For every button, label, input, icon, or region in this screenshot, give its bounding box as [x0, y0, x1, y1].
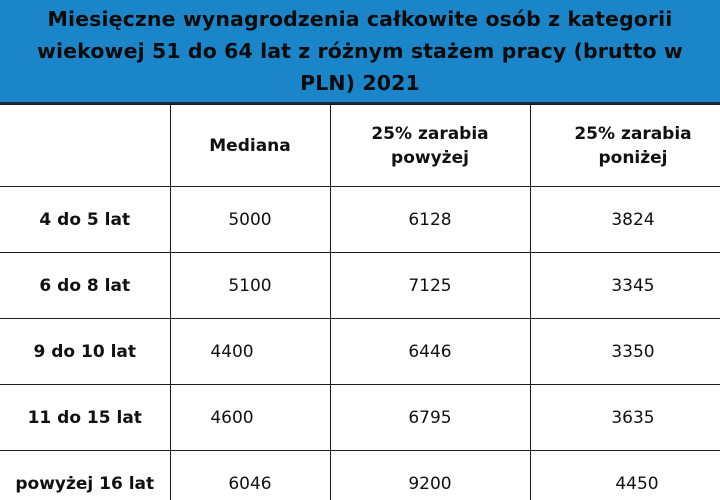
- median-value: 5100: [228, 275, 272, 296]
- header-cell-median: [170, 105, 330, 187]
- header-bottom-quartile-line-2: poniżej: [598, 147, 668, 168]
- bottom-quartile-value: 4450: [615, 473, 659, 494]
- median-value: 5000: [228, 209, 272, 230]
- header-cell-empty: [0, 105, 170, 187]
- bottom-quartile-value: 3635: [611, 407, 655, 428]
- bottom-quartile-value: 3345: [611, 275, 655, 296]
- title-banner: [0, 0, 720, 104]
- bottom-quartile-value-cell: [530, 187, 720, 253]
- median-value: 4400: [210, 341, 254, 362]
- header-median-label: Mediana: [209, 135, 291, 156]
- header-cell-top-quartile: [330, 105, 530, 187]
- header-top-quartile-line-1: 25% zarabia: [371, 123, 489, 144]
- top-quartile-value: 6446: [408, 341, 452, 362]
- bottom-quartile-value-cell: [530, 451, 720, 500]
- median-value-cell: [170, 319, 330, 385]
- bottom-quartile-value-cell: [530, 319, 720, 385]
- median-value-cell: [170, 187, 330, 253]
- table-row: [0, 451, 720, 500]
- bottom-quartile-value: 3350: [611, 341, 655, 362]
- bottom-quartile-value-cell: [530, 385, 720, 451]
- top-quartile-value-cell: [330, 253, 530, 319]
- header-cell-bottom-quartile: [530, 105, 720, 187]
- table-row: [0, 187, 720, 253]
- median-value: 6046: [228, 473, 272, 494]
- top-quartile-value: 7125: [408, 275, 452, 296]
- row-label: 9 do 10 lat: [0, 319, 170, 385]
- median-value-cell: [170, 451, 330, 500]
- top-quartile-value: 9200: [408, 473, 452, 494]
- median-value-cell: [170, 253, 330, 319]
- top-quartile-value: 6795: [408, 407, 452, 428]
- top-quartile-value-cell: [330, 385, 530, 451]
- table-row: [0, 385, 720, 451]
- row-label: 4 do 5 lat: [0, 187, 170, 253]
- median-value: 4600: [210, 407, 254, 428]
- table-row: [0, 253, 720, 319]
- bottom-quartile-value: 3824: [611, 209, 655, 230]
- row-label: 11 do 15 lat: [0, 385, 170, 451]
- row-label: powyżej 16 lat: [0, 451, 170, 500]
- table-header-row: [0, 105, 720, 187]
- header-top-quartile-line-2: powyżej: [391, 147, 469, 168]
- top-quartile-value-cell: [330, 451, 530, 500]
- top-quartile-value-cell: [330, 187, 530, 253]
- table-row: [0, 319, 720, 385]
- top-quartile-value: 6128: [408, 209, 452, 230]
- median-value-cell: [170, 385, 330, 451]
- top-quartile-value-cell: [330, 319, 530, 385]
- bottom-quartile-value-cell: [530, 253, 720, 319]
- header-bottom-quartile-line-1: 25% zarabia: [574, 123, 692, 144]
- table-body: [0, 187, 720, 500]
- salary-table: [0, 104, 720, 500]
- chart-title: Miesięczne wynagrodzenia całkowite osób z kategorii wiekowej 51 do 64 lat z różnym stażem pracy (brutto w PLN) 2021: [37, 7, 683, 95]
- row-label: 6 do 8 lat: [0, 253, 170, 319]
